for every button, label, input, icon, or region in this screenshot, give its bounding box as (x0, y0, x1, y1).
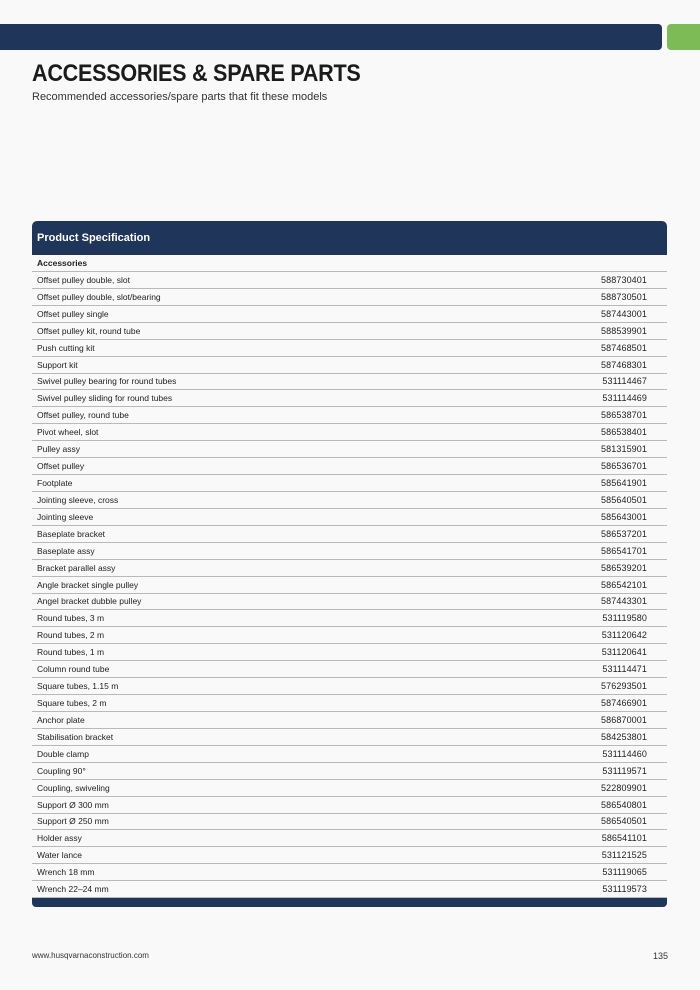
table-row (32, 492, 667, 509)
part-number: 531120641 (601, 647, 647, 658)
table-row (32, 847, 667, 864)
table-row (32, 881, 667, 898)
part-name: Column round tube (37, 664, 110, 675)
part-number: 576293501 (601, 681, 647, 692)
table-row (32, 374, 667, 391)
table-row (32, 323, 667, 340)
part-number: 581315901 (601, 444, 647, 455)
part-number: 587443301 (601, 596, 647, 607)
part-name: Jointing sleeve (37, 511, 94, 522)
part-name: Bracket parallel assy (37, 562, 116, 573)
part-name: Support kit (37, 359, 78, 370)
table-row (32, 627, 667, 644)
part-name: Offset pulley kit, round tube (37, 325, 141, 336)
page-title: ACCESSORIES & SPARE PARTS (32, 60, 361, 87)
part-number: 586538401 (601, 427, 647, 438)
part-name: Coupling 90° (37, 765, 86, 776)
part-name: Baseplate bracket (37, 528, 106, 539)
table-row (32, 610, 667, 627)
part-number: 531119571 (602, 765, 647, 776)
header-band (0, 24, 662, 50)
part-name: Baseplate assy (37, 545, 95, 556)
part-name: Angle bracket single pulley (37, 579, 139, 590)
part-name: Round tubes, 2 m (37, 630, 105, 641)
part-number: 531121525 (601, 850, 647, 861)
part-number: 586538701 (601, 410, 647, 421)
part-name: Pivot wheel, slot (37, 427, 99, 438)
table-row (32, 357, 667, 374)
part-number: 586540501 (601, 816, 647, 827)
part-name: Double clamp (37, 748, 89, 759)
part-name: Anchor plate (37, 714, 85, 725)
table-row (32, 644, 667, 661)
table-row (32, 407, 667, 424)
table-row (32, 424, 667, 441)
section-label: Accessories (32, 255, 667, 272)
part-name: Wrench 18 mm (37, 867, 95, 878)
part-number: 588730401 (601, 274, 647, 285)
table-row (32, 712, 667, 729)
part-number: 586870001 (601, 714, 647, 725)
table-row (32, 695, 667, 712)
part-number: 522809901 (601, 782, 647, 793)
page-subtitle: Recommended accessories/spare parts that fit these models (32, 91, 328, 103)
part-name: Square tubes, 2 m (37, 698, 107, 708)
table-row (32, 797, 667, 814)
part-number: 586537201 (601, 528, 647, 539)
table-row (32, 340, 667, 357)
part-name: Swivel pulley bearing for round tubes (37, 376, 177, 387)
part-name: Angel bracket dubble pulley (37, 596, 142, 607)
part-number: 586542101 (601, 579, 647, 590)
part-name: Round tubes, 3 m (37, 613, 105, 624)
part-number: 531114467 (602, 376, 647, 387)
table-row (32, 729, 667, 746)
table-row (32, 526, 667, 543)
part-number: 531119065 (602, 867, 647, 878)
part-number: 586540801 (601, 799, 647, 810)
table-row (32, 864, 667, 881)
part-number: 531114469 (602, 393, 647, 404)
table-footer-band (32, 898, 667, 907)
table-row (32, 594, 667, 611)
part-name: Jointing sleeve, cross (37, 494, 119, 505)
part-number: 587468501 (601, 342, 647, 353)
part-number: 585640501 (601, 494, 647, 505)
part-name: Push cutting kit (37, 342, 95, 353)
table-row (32, 763, 667, 780)
table-row (32, 509, 667, 526)
table-row (32, 746, 667, 763)
product-specification-table (32, 221, 667, 907)
part-number: 587443001 (601, 308, 647, 319)
part-name: Holder assy (37, 833, 82, 844)
part-number: 531114471 (602, 664, 647, 675)
table-row (32, 272, 667, 289)
part-number: 585641901 (601, 478, 647, 489)
footer-url[interactable]: www.husqvarnaconstruction.com (32, 951, 149, 960)
table-row (32, 475, 667, 492)
part-name: Footplate (37, 478, 73, 489)
table-row (32, 780, 667, 797)
part-number: 586536701 (601, 461, 647, 472)
part-number: 586541101 (601, 833, 647, 844)
part-number: 531119580 (602, 613, 647, 624)
part-number: 587468301 (601, 359, 647, 370)
part-number: 588539901 (601, 325, 647, 336)
part-name: Swivel pulley sliding for round tubes (37, 393, 173, 404)
part-name: Square tubes, 1.15 m (37, 681, 119, 692)
part-name: Support Ø 300 mm (37, 799, 109, 810)
part-number: 588730501 (601, 291, 647, 302)
table-row (32, 458, 667, 475)
part-name: Round tubes, 1 m (37, 647, 105, 658)
part-number: 586541701 (601, 545, 647, 556)
part-name: Offset pulley, round tube (37, 410, 129, 421)
table-row (32, 661, 667, 678)
part-name: Support Ø 250 mm (37, 816, 109, 827)
part-number: 587466901 (601, 698, 647, 708)
table-row (32, 289, 667, 306)
table-row (32, 543, 667, 560)
page-number: 135 (652, 951, 668, 961)
table-row (32, 441, 667, 458)
part-name: Offset pulley double, slot (37, 274, 130, 285)
part-name: Stabilisation bracket (37, 731, 114, 742)
part-number: 585643001 (601, 511, 647, 522)
table-row (32, 390, 667, 407)
parts-list (32, 272, 667, 898)
part-number: 584253801 (601, 731, 647, 742)
table-header: Product Specification (32, 221, 667, 255)
table-row (32, 814, 667, 831)
part-name: Pulley assy (37, 444, 80, 455)
part-name: Offset pulley (37, 461, 85, 472)
part-name: Wrench 22–24 mm (37, 884, 109, 895)
table-row (32, 560, 667, 577)
table-row (32, 678, 667, 695)
header-accent-tab (667, 24, 700, 50)
part-name: Water lance (37, 850, 83, 861)
part-name: Coupling, swiveling (37, 782, 110, 793)
part-name: Offset pulley double, slot/bearing (37, 291, 161, 302)
part-number: 586539201 (601, 562, 647, 573)
part-number: 531120642 (601, 630, 647, 641)
table-row (32, 577, 667, 594)
table-row (32, 306, 667, 323)
part-name: Offset pulley single (37, 308, 109, 319)
table-row (32, 830, 667, 847)
part-number: 531114460 (602, 748, 647, 759)
part-number: 531119573 (602, 884, 647, 895)
